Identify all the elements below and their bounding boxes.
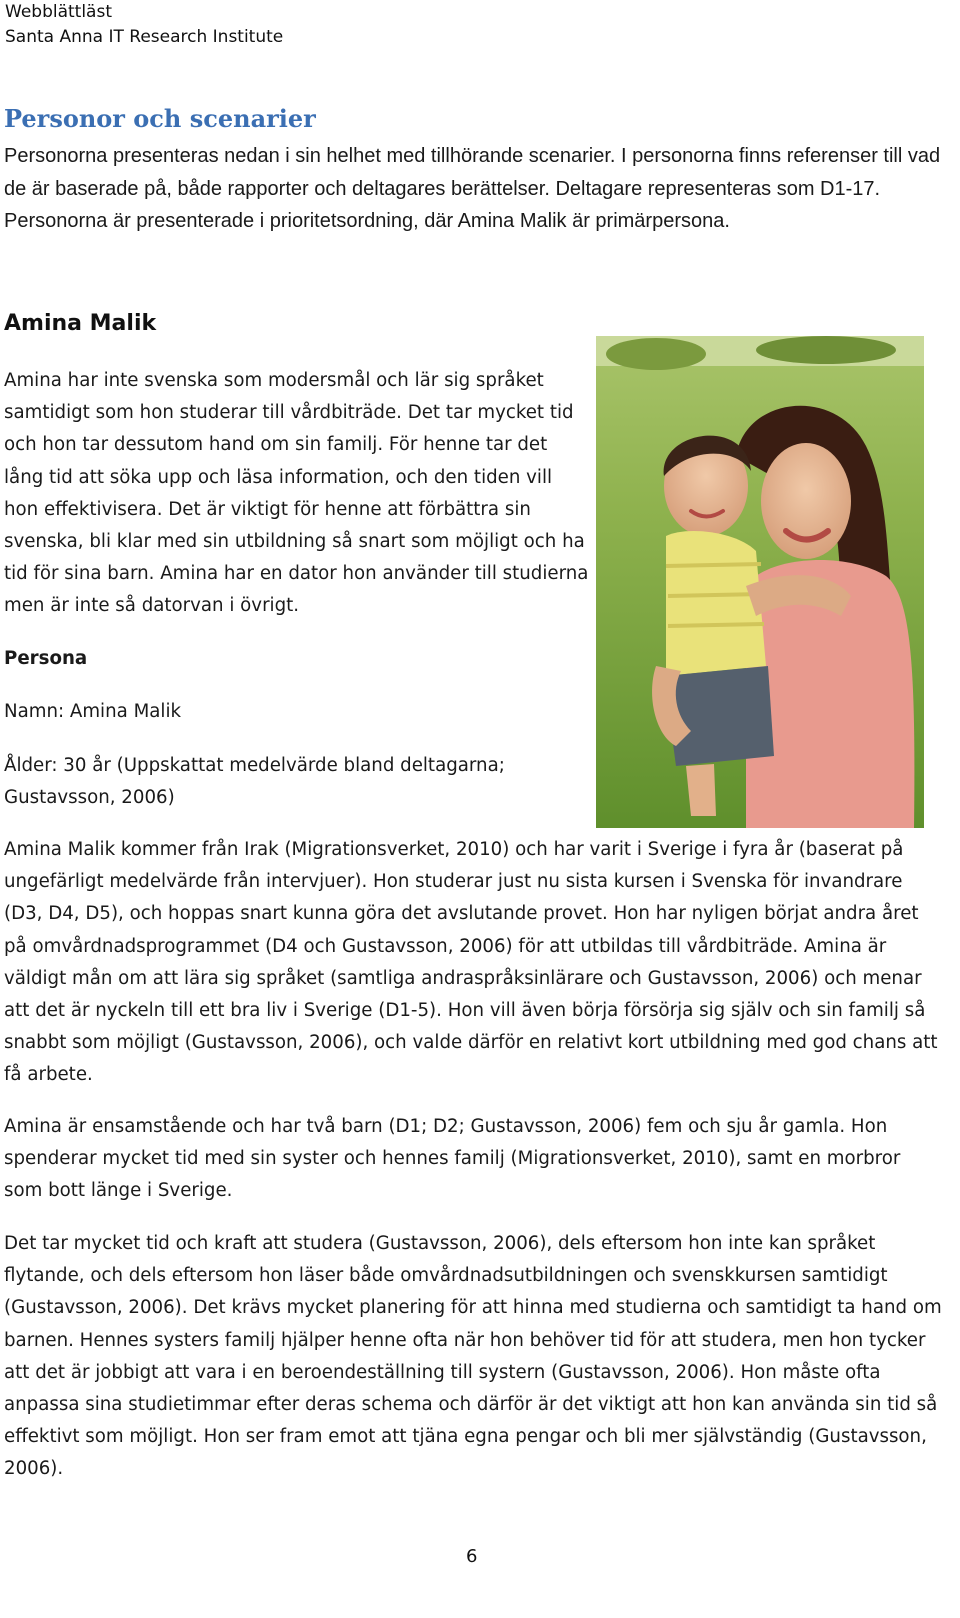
body-paragraph: Amina är ensamstående och har två barn (D1; D2; Gustavsson, 2006) fem och sju år gamla. Hon spenderar mycket tid med sin syster och hennes familj (Migrationsverket, 2010), samt en morbror som bott länge i Sverige.	[4, 1116, 901, 1202]
document-header-title: Webblättläst	[5, 2, 112, 22]
persona-name-field: Namn: Amina Malik	[4, 701, 182, 722]
section-title: Personor och scenarier	[4, 104, 316, 133]
document-header-institute: Santa Anna IT Research Institute	[5, 27, 284, 47]
body-paragraph: Amina Malik kommer från Irak (Migrationsverket, 2010) och har varit i Sverige i fyra år (baserat på ungefärligt medelvärde från intervjuer). Hon studerar just nu sista kursen i Svenska för invandrare (D3, D4, D5), och hoppas snart kunna göra det avslutande provet. Hon har nyligen börjat andra året på omvårdnadsprogrammet (D4 och Gustavsson, 2006) för att utbildas till vårdbiträde. Amina är väldigt mån om att lära sig språket (samtliga andraspråksinlärare och Gustavsson, 2006) och menar att det är nyckeln till ett bra liv i Sverige (D1-5). Hon vill även börja försörja sig själv och sin familj så snabbt som möjligt (Gustavsson, 2006), och valde därför en relativt kort utbildning med god chans att få arbete.	[4, 839, 938, 1086]
persona-name-heading: Amina Malik	[4, 311, 157, 336]
section-intro: Personorna presenteras nedan i sin helhet med tillhörande scenarier. I personorna finns referenser till vad de är baserade på, både rapporter och deltagares berättelser. Deltagare representeras som D1-17. Personorna är presenterade i prioritetsordning, där Amina Malik är primärpersona.	[4, 145, 941, 232]
page-number: 6	[466, 1546, 478, 1567]
persona-photo	[596, 336, 924, 828]
persona-age-field: Ålder: 30 år (Uppskattat medelvärde bland deltagarna; Gustavsson, 2006)	[4, 755, 505, 809]
body-paragraph: Det tar mycket tid och kraft att studera (Gustavsson, 2006), dels eftersom hon inte kan språket flytande, och dels eftersom hon läser både omvårdnadsutbildningen och svenskkursen samtidigt (Gustavsson, 2006). Det krävs mycket planering för att hinna med studierna och samtidigt ta hand om barnen. Hennes systers familj hjälper henne ofta när hon behöver tid för att studera, men hon tycker att det är jobbigt att vara i en beroendeställning till systern (Gustavsson, 2006). Hon måste ofta anpassa sina studietimmar efter deras schema och därför är det viktigt att hon kan använda sin tid så effektivt som möjligt. Hon ser fram emot att tjäna egna pengar och bli mer självständig (Gustavsson, 2006).	[4, 1233, 942, 1480]
persona-section-label: Persona	[4, 648, 88, 669]
persona-summary: Amina har inte svenska som modersmål och lär sig språket samtidigt som hon studerar till vårdbiträde. Det tar mycket tid och hon tar dessutom hand om sin familj. För henne tar det lång tid att söka upp och läsa information, och den tiden vill hon effektivisera. Det är viktigt för henne att förbättra sin svenska, bli klar med sin utbildning så snart som möjligt och ha tid för sina barn. Amina har en dator hon använder till studierna men är inte så datorvan i övrigt.	[4, 370, 589, 617]
